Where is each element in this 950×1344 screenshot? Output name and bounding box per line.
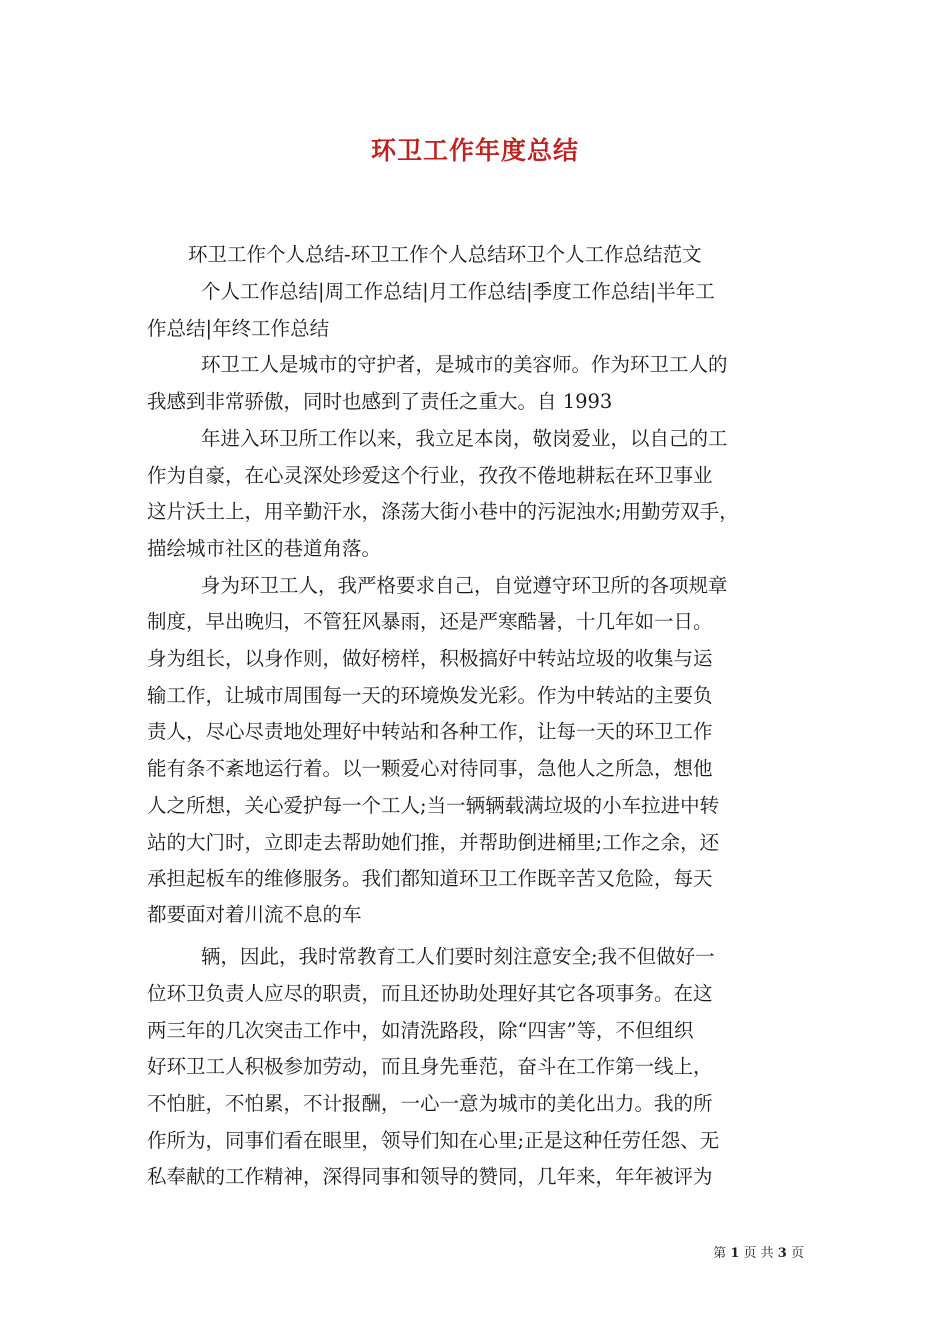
text-line: 制度，早出晚归，不管狂风暴雨，还是严寒酷暑，十几年如一日。: [147, 610, 713, 633]
subtitle-line: 环卫工作个人总结-环卫工作个人总结环卫个人工作总结范文: [188, 243, 702, 266]
page-prefix: 第: [713, 1246, 727, 1261]
text-line: 这片沃土上，用辛勤汗水，涤荡大街小巷中的污泥浊水;用勤劳双手，: [147, 500, 739, 523]
text-line: 年进入环卫所工作以来，我立足本岗，敬岗爱业，以自己的工: [201, 427, 728, 450]
text-line: 位环卫负责人应尽的职责，而且还协助处理好其它各项事务。在这: [147, 982, 713, 1005]
text-line: 输工作，让城市周围每一天的环境焕发光彩。作为中转站的主要负: [147, 684, 713, 707]
text-line: 身为组长，以身作则，做好榜样，积极搞好中转站垃圾的收集与运: [147, 647, 713, 670]
text-line: 私奉献的工作精神，深得同事和领导的赞同，几年来，年年被评为: [147, 1165, 713, 1188]
text-line: 环卫工人是城市的守护者，是城市的美容师。作为环卫工人的: [201, 353, 728, 376]
text-line: 我感到非常骄傲，同时也感到了责任之重大。自 1993: [147, 390, 613, 413]
text-line: 两三年的几次突击工作中，如清洗路段，除“四害”等，不但组织: [147, 1019, 694, 1042]
page-number: [713, 1242, 804, 1261]
text-line: 描绘城市社区的巷道角落。: [147, 537, 382, 560]
text-line: 能有条不紊地运行着。以一颗爱心对待同事，急他人之所急，想他: [147, 757, 713, 780]
document-title: 环卫工作年度总结: [370, 136, 579, 165]
text-line: 身为环卫工人，我严格要求自己，自觉遵守环卫所的各项规章: [201, 574, 728, 597]
total-pages: 3: [777, 1246, 787, 1261]
text-line: 辆，因此，我时常教育工人们要时刻注意安全;我不但做好一: [201, 945, 715, 968]
text-line: 责人，尽心尽责地处理好中转站和各种工作，让每一天的环卫工作: [147, 720, 713, 743]
text-line: 都要面对着川流不息的车: [147, 903, 362, 926]
text-line: 作所为，同事们看在眼里，领导们知在心里;正是这种任劳任怨、无: [147, 1129, 720, 1152]
page-middle: 页 共: [743, 1246, 774, 1261]
text-line: 作为自豪，在心灵深处珍爱这个行业，孜孜不倦地耕耘在环卫事业: [147, 464, 713, 487]
text-line: 人之所想，关心爱护每一个工人;当一辆辆载满垃圾的小车拉进中转: [147, 794, 720, 817]
text-line: 个人工作总结|周工作总结|月工作总结|季度工作总结|半年工: [201, 280, 715, 303]
text-line: 承担起板车的维修服务。我们都知道环卫工作既辛苦又危险，每天: [147, 867, 713, 890]
current-page: 1: [730, 1246, 740, 1261]
text-line: 作总结|年终工作总结: [147, 317, 330, 340]
text-line: 好环卫工人积极参加劳动，而且身先垂范，奋斗在工作第一线上，: [147, 1055, 713, 1078]
text-line: 站的大门时，立即走去帮助她们推，并帮助倒进桶里;工作之余，还: [147, 831, 720, 854]
page-suffix: 页: [790, 1246, 804, 1261]
text-line: 不怕脏，不怕累，不计报酬，一心一意为城市的美化出力。我的所: [147, 1092, 713, 1115]
